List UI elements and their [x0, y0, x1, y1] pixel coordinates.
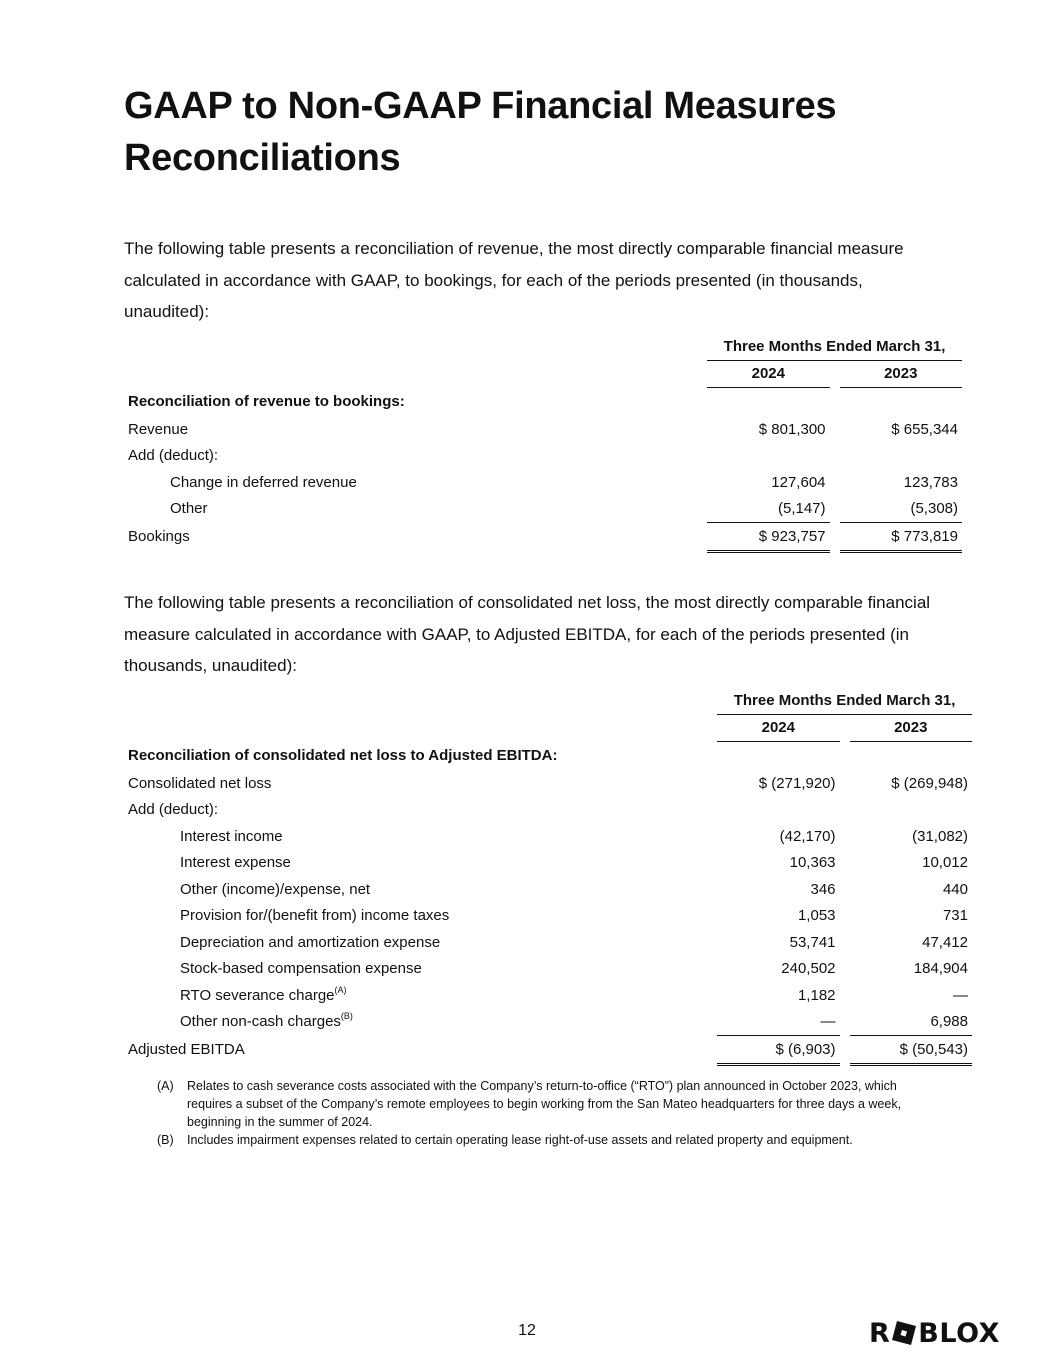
value-2024: 127,604 — [771, 473, 826, 491]
footnote-a — [157, 1077, 937, 1131]
row-label: Revenue — [128, 420, 189, 438]
net-loss-to-adjusted-ebitda-table — [124, 687, 972, 1066]
row-label — [124, 1009, 717, 1036]
logo-letter-r: R — [869, 1317, 891, 1349]
row-label: Other (income)/expense, net — [180, 880, 371, 898]
value-2023: $ (269,948) — [891, 774, 968, 792]
section-label: Reconciliation of consolidated net loss to Adjusted EBITDA: — [128, 747, 558, 764]
value-2024: 240,502 — [781, 960, 836, 978]
total-row — [124, 1035, 972, 1064]
value-2024: (42,170) — [779, 827, 836, 845]
value-2024: (5,147) — [707, 496, 829, 523]
footnote-ref-b: (B) — [340, 1011, 353, 1022]
section-label: Reconciliation of revenue to bookings: — [128, 393, 405, 410]
value-2023: 6,988 — [850, 1009, 972, 1036]
year-2024-header: 2024 — [707, 360, 829, 387]
value-2024: 10,363 — [789, 854, 836, 872]
table-row — [124, 416, 962, 443]
table-row — [124, 469, 962, 496]
row-label-text: Other non-cash charges — [180, 1013, 341, 1031]
revenue-intro-paragraph: The following table presents a reconciliation of revenue, the most directly comparable financial measure calculated in accordance with GAAP, to bookings, for each of the periods presented (in thousands, unaudited): — [124, 239, 904, 321]
value-2023: 731 — [942, 907, 968, 925]
roblox-tilted-square-icon — [891, 1320, 917, 1346]
value-2024: 1,053 — [797, 907, 836, 925]
roblox-logo — [869, 1318, 1000, 1348]
footnote-ref-a: (A) — [334, 984, 347, 995]
page-number: 12 — [518, 1322, 536, 1339]
value-2023: $ 655,344 — [891, 420, 958, 438]
value-2023: $ (50,543) — [850, 1035, 972, 1064]
value-2024: $ 923,757 — [707, 522, 829, 551]
row-label: Bookings — [128, 528, 190, 545]
footnote-b — [157, 1131, 937, 1149]
row-label: Other — [170, 500, 208, 518]
value-2024: $ (6,903) — [717, 1035, 839, 1064]
page-title: GAAP to Non-GAAP Financial Measures Reconciliations — [124, 85, 837, 179]
period-header: Three Months Ended March 31, — [707, 333, 962, 360]
value-2024: 53,741 — [789, 933, 836, 951]
row-label — [124, 982, 717, 1009]
table-row — [124, 982, 972, 1009]
footnote-text: Relates to cash severance costs associated with the Company’s return-to-office (“RTO”) plan announced in October 2023, which requires a subset of the Company’s remote employees to begin working from the San Mateo headquarters for three days a week, beginning in the summer of 2024. — [187, 1079, 902, 1129]
value-2023: 47,412 — [922, 933, 968, 951]
table-row — [124, 956, 972, 983]
value-2023: — — [953, 986, 968, 1004]
footnote-text: Includes impairment expenses related to certain operating lease right-of-use assets and related property and equipment. — [187, 1133, 853, 1147]
footnotes — [157, 1077, 937, 1149]
value-2024: $ 801,300 — [758, 420, 826, 438]
value-2023: 440 — [942, 880, 968, 898]
table-row — [124, 876, 972, 903]
row-label: Stock-based compensation expense — [180, 960, 422, 978]
table-row — [124, 1009, 972, 1036]
table-row — [124, 496, 962, 523]
add-deduct-label: Add (deduct): — [128, 447, 219, 465]
total-row — [124, 522, 962, 551]
table-row — [124, 770, 972, 797]
revenue-to-bookings-table — [124, 333, 962, 553]
value-2023: $ 773,819 — [840, 522, 962, 551]
year-2023-header: 2023 — [840, 360, 962, 387]
row-label-text: RTO severance charge — [180, 986, 335, 1004]
table-row — [124, 929, 972, 956]
year-2024-header: 2024 — [717, 714, 839, 741]
value-2023: 10,012 — [922, 854, 968, 872]
value-2024: 1,182 — [797, 986, 836, 1004]
table-row — [124, 823, 972, 850]
row-label: Change in deferred revenue — [170, 473, 357, 491]
row-label: Consolidated net loss — [128, 774, 272, 792]
period-header: Three Months Ended March 31, — [717, 687, 972, 714]
row-label: Provision for/(benefit from) income taxes — [180, 907, 450, 925]
value-2023: (31,082) — [912, 827, 968, 845]
value-2023: 184,904 — [913, 960, 968, 978]
value-2023: (5,308) — [840, 496, 962, 523]
footnote-key: (B) — [157, 1133, 174, 1147]
value-2023: 123,783 — [903, 473, 958, 491]
value-2024: — — [717, 1009, 839, 1036]
row-label: Interest income — [180, 827, 283, 845]
ebitda-intro-paragraph: The following table presents a reconciliation of consolidated net loss, the most directly comparable financial measure calculated in accordance with GAAP, to Adjusted EBITDA, for each of the periods presented (in thousands, unaudited): — [124, 593, 931, 675]
year-2023-header: 2023 — [850, 714, 972, 741]
row-label: Depreciation and amortization expense — [180, 933, 441, 951]
row-label: Interest expense — [180, 854, 291, 872]
add-deduct-label: Add (deduct): — [128, 801, 219, 819]
value-2024: $ (271,920) — [758, 774, 836, 792]
row-label: Adjusted EBITDA — [128, 1041, 245, 1058]
table-row — [124, 903, 972, 930]
table-row — [124, 850, 972, 877]
logo-letters: BLOX — [918, 1317, 1000, 1349]
value-2024: 346 — [810, 880, 836, 898]
footnote-key: (A) — [157, 1079, 174, 1093]
